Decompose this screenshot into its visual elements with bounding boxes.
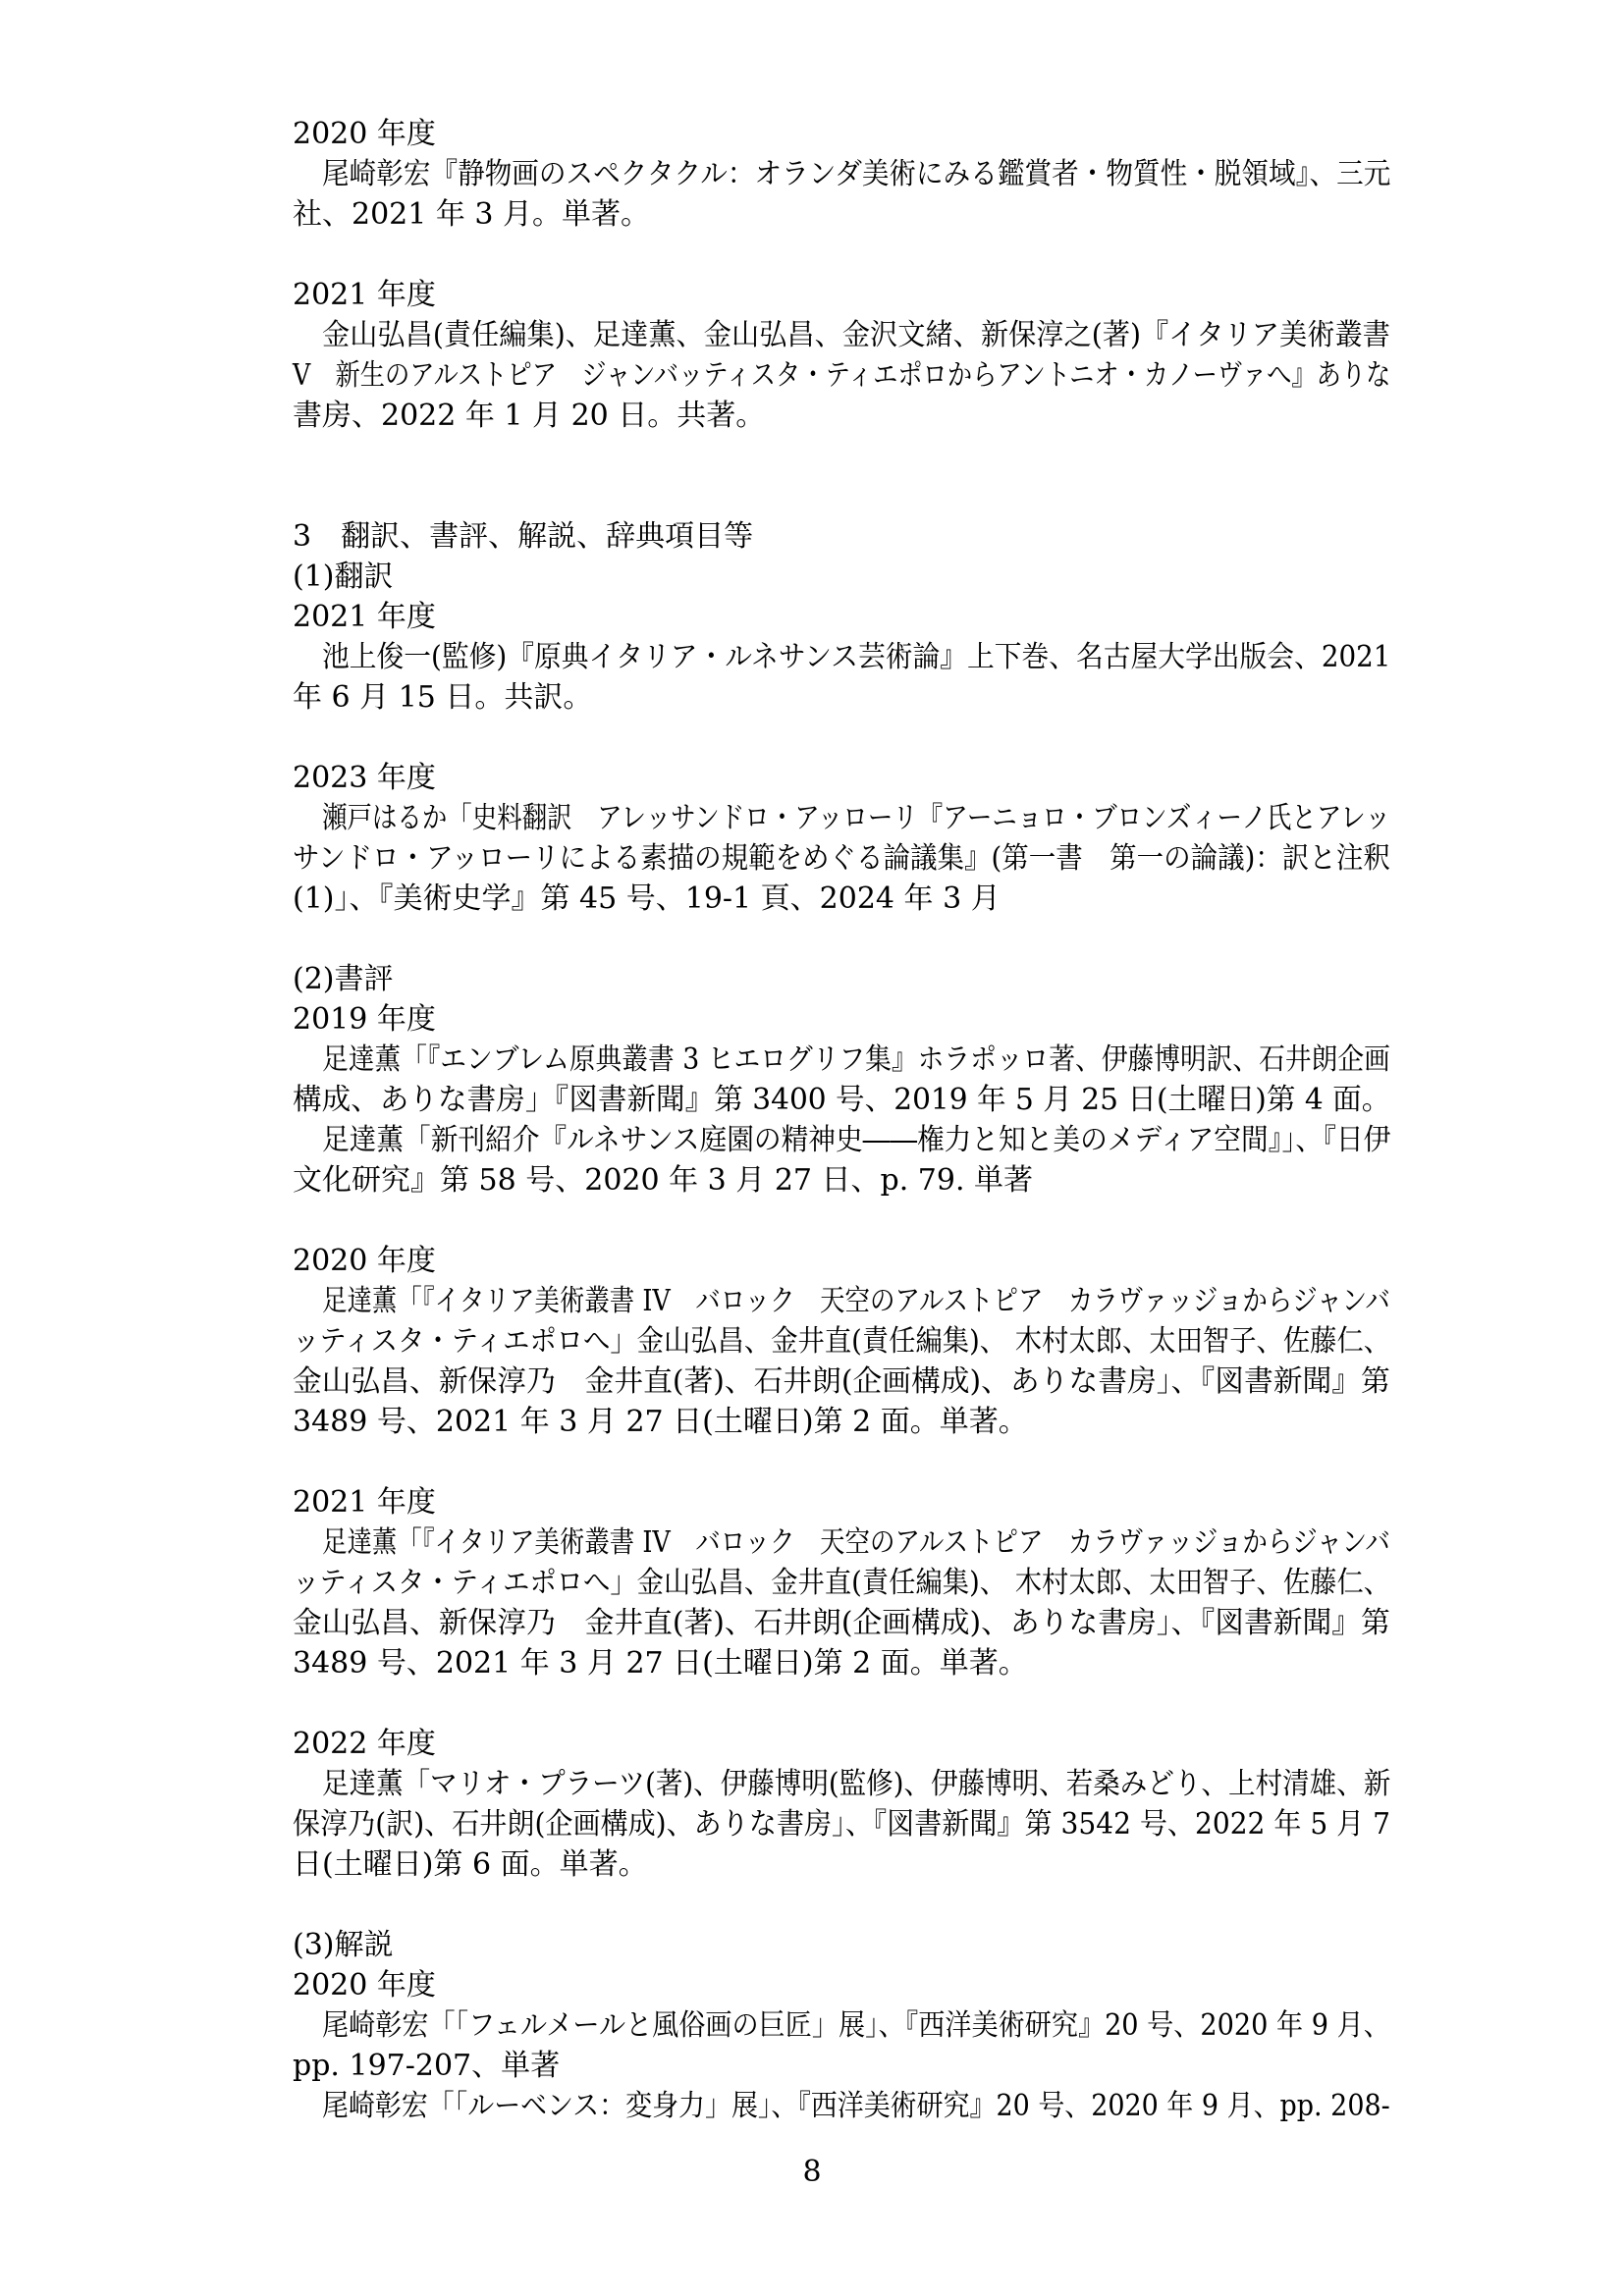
- text-line: V 新生のアルストピア ジャンバッティスタ・ティエポロからアントニオ・カノーヴァへ』ありな: [293, 358, 1391, 393]
- text-line: サンドロ・アッローリによる素描の規範をめぐる論議集』(第一書 第一の論議)：訳と注釈: [293, 841, 1390, 876]
- text-line: 文化研究』第 58 号、2020 年 3 月 27 日、p. 79. 単著: [293, 1163, 1034, 1198]
- section-heading: 3 翻訳、書評、解説、辞典項目等: [293, 519, 754, 554]
- text-line: 足達薫「『イタリア美術叢書 IV バロック 天空のアルストピア カラヴァッジョからジャンバ: [322, 1525, 1390, 1560]
- text-line: 年 6 月 15 日。共訳。: [293, 680, 593, 715]
- year-heading: 2023 年度: [293, 761, 436, 795]
- blank-line: [293, 1885, 1390, 1925]
- text-line: ッティスタ・ティエポロへ」金山弘昌、金井直(責任編集)、 木村太郎、太田智子、佐藤仁、: [293, 1566, 1391, 1600]
- text-line: 3489 号、2021 年 3 月 27 日(土曜日)第 2 面。単著。: [293, 1405, 1028, 1439]
- year-heading: 2021 年度: [293, 278, 436, 312]
- blank-line: [293, 718, 1390, 758]
- text-line: 池上俊一(監修)『原典イタリア・ルネサンス芸術論』上下巻、名古屋大学出版会、2021: [322, 640, 1391, 674]
- text-line: 金山弘昌、新保淳乃 金井直(著)、石井朗(企画構成)、ありな書房」、『図書新聞』第: [293, 1606, 1390, 1640]
- year-heading: 2021 年度: [293, 600, 436, 634]
- text-line: 足達薫「『イタリア美術叢書 IV バロック 天空のアルストピア カラヴァッジョからジャンバ: [322, 1284, 1390, 1318]
- subsection-heading: (1)翻訳: [293, 560, 394, 594]
- blank-line: [293, 1683, 1390, 1724]
- text-line: 瀬戸はるか「史料翻訳 アレッサンドロ・アッローリ『アーニョロ・ブロンズィーノ氏とアレッ: [322, 801, 1390, 835]
- text-line: 日(土曜日)第 6 面。単著。: [293, 1847, 648, 1882]
- year-heading: 2019 年度: [293, 1002, 436, 1037]
- text-line: 足達薫「新刊紹介『ルネサンス庭園の精神史――権力と知と美のメディア空間』」、『日伊: [322, 1123, 1391, 1157]
- blank-line: [293, 1442, 1390, 1482]
- text-line: 金山弘昌、新保淳乃 金井直(著)、石井朗(企画構成)、ありな書房」、『図書新聞』第: [293, 1364, 1390, 1399]
- page-number: 8: [802, 2155, 822, 2189]
- blank-line: [293, 919, 1390, 959]
- text-line: 構成、ありな書房」『図書新聞』第 3400 号、2019 年 5 月 25 日(土曜日)第 4 面。: [293, 1083, 1391, 1117]
- text-line: 書房、2022 年 1 月 20 日。共著。: [293, 399, 766, 433]
- text-line: pp. 197-207、単著: [293, 2049, 561, 2083]
- text-line: 金山弘昌(責任編集)、足達薫、金山弘昌、金沢文緒、新保淳之(著)『イタリア美術叢書: [322, 318, 1390, 352]
- text-line: 尾崎彰宏「「ルーベンス：変身力」展」、『西洋美術研究』20 号、2020 年 9 月、pp. 208-: [322, 2089, 1390, 2123]
- subsection-heading: (2)書評: [293, 962, 394, 996]
- text-line: ッティスタ・ティエポロへ」金山弘昌、金井直(責任編集)、 木村太郎、太田智子、佐藤仁、: [293, 1324, 1391, 1359]
- text-line: 足達薫「『エンブレム原典叢書 3 ヒエログリフ集』ホラポッロ著、伊藤博明訳、石井朗企画: [322, 1042, 1390, 1077]
- blank-line: [293, 436, 1390, 516]
- text-line: 社、2021 年 3 月。単著。: [293, 197, 651, 232]
- year-heading: 2020 年度: [293, 1968, 436, 2002]
- text-line: 3489 号、2021 年 3 月 27 日(土曜日)第 2 面。単著。: [293, 1646, 1028, 1681]
- year-heading: 2020 年度: [293, 117, 436, 151]
- text-line: (1)」、『美術史学』第 45 号、19-1 頁、2024 年 3 月: [293, 881, 1001, 916]
- blank-line: [293, 235, 1390, 275]
- text-line: 足達薫「マリオ・プラーツ(著)、伊藤博明(監修)、伊藤博明、若桑みどり、上村清雄、新: [322, 1767, 1391, 1801]
- subsection-heading: (3)解説: [293, 1928, 394, 1962]
- year-heading: 2020 年度: [293, 1244, 436, 1278]
- document-body: [293, 114, 1390, 2126]
- text-line: 尾崎彰宏『静物画のスペクタクル：オランダ美術にみる鑑賞者・物質性・脱領域』、三元: [322, 157, 1391, 191]
- year-heading: 2021 年度: [293, 1485, 436, 1520]
- text-line: 保淳乃(訳)、石井朗(企画構成)、ありな書房」、『図書新聞』第 3542 号、2022 年 5 月 7: [293, 1807, 1390, 1842]
- text-line: 尾崎彰宏「「フェルメールと風俗画の巨匠」展」、『西洋美術研究』20 号、2020 年 9 月、: [322, 2008, 1390, 2043]
- blank-line: [293, 1201, 1390, 1241]
- year-heading: 2022 年度: [293, 1727, 436, 1761]
